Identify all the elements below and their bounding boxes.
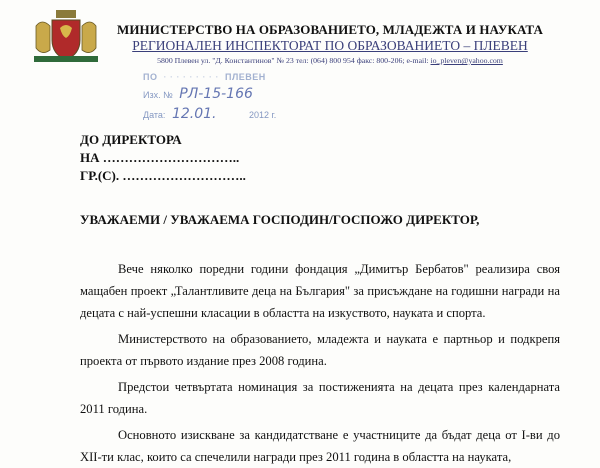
paragraph: Основното изискване за кандидатстване е участниците да бъдат деца от I-ви до XII-ти клас, които са спечелили награди през 2011 година в областта на науката,: [80, 428, 560, 464]
stamp-year: 2012 г.: [249, 110, 277, 120]
stamp-ref-number: РЛ-15-166: [179, 86, 253, 102]
address-line: НА …………………………..: [80, 150, 240, 165]
stamp-org: ПО · · · · · · · · · ПЛЕВЕН: [143, 72, 266, 82]
recipient-address: [80, 131, 246, 185]
coat-of-arms-icon: [30, 8, 102, 64]
address-line: ГР.(С). ………………………..: [80, 168, 246, 183]
inspectorate-name: РЕГИОНАЛЕН ИНСПЕКТОРАТ ПО ОБРАЗОВАНИЕТО – ПЛЕВЕН: [132, 38, 528, 53]
contact-line: [100, 56, 560, 65]
letterhead: [100, 22, 560, 65]
stamp-ref-label: Изх. №: [143, 90, 173, 100]
contact-email: io_pleven@yahoo.com: [430, 56, 503, 65]
salutation: УВАЖАЕМИ / УВАЖАЕМА ГОСПОДИН/ГОСПОЖО ДИРЕКТОР,: [80, 212, 480, 227]
address-line: ДО ДИРЕКТОРА: [80, 132, 182, 147]
paragraph: Предстои четвъртата номинация за постиженията на децата през календарната 2011 година.: [80, 380, 560, 416]
paragraph: Вече няколко поредни години фондация „Димитър Бербатов" реализира своя мащабен проект „Талантливите деца на България" за присъждане на годишни награди на децата с най-успешни класации в областта на изкуството, науката и спорта.: [80, 262, 560, 320]
paragraph: Министерството на образованието, младежта и науката е партньор и подкрепя проекта от първото издание през 2008 година.: [80, 332, 560, 368]
stamp-date-label: Дата:: [143, 110, 166, 120]
ministry-name: МИНИСТЕРСТВО НА ОБРАЗОВАНИЕТО, МЛАДЕЖТА И НАУКАТА: [116, 22, 544, 37]
stamp-ref-row: [143, 86, 313, 102]
stamp-date-value: 12.01.: [171, 106, 217, 122]
contact-text: 5800 Плевен ул. "Д. Константинов" № 23 тел: (064) 800 954 факс: 800-206; e-mail:: [157, 56, 429, 65]
letter-body: [80, 258, 560, 468]
registration-stamp: [143, 72, 313, 122]
stamp-date-row: [143, 106, 313, 122]
